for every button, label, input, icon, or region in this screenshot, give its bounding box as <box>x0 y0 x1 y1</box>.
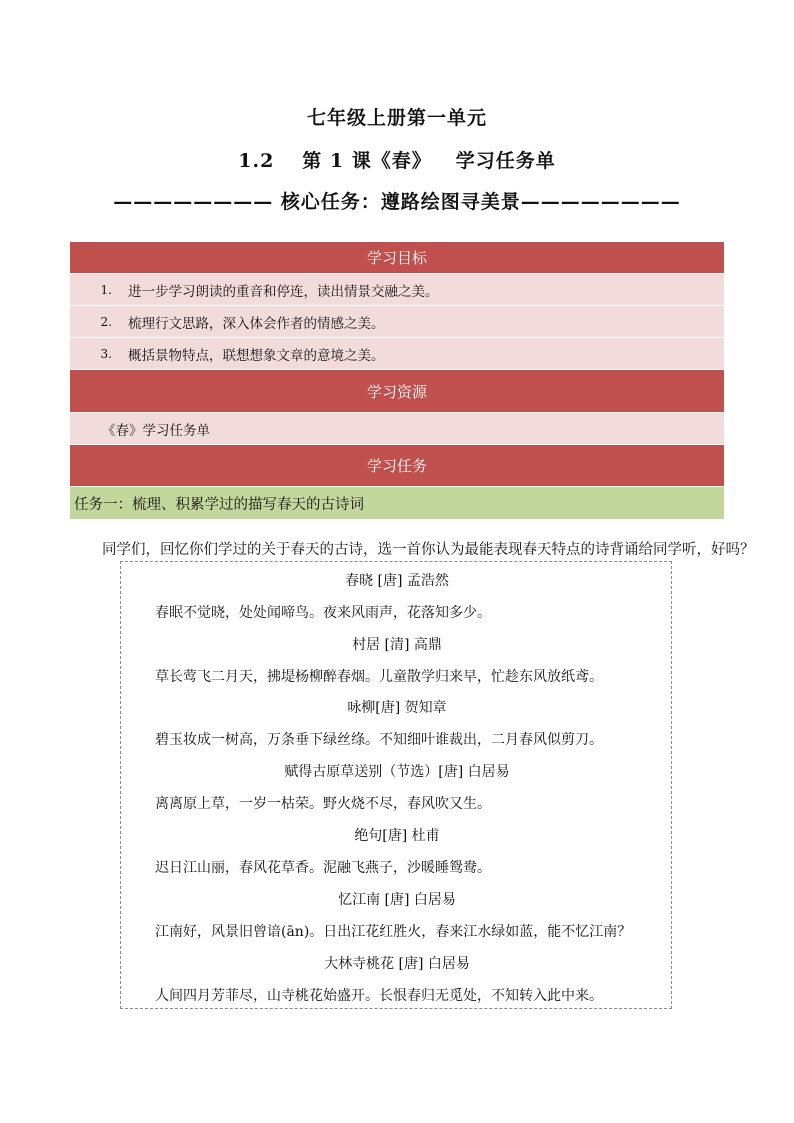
poem-text: 迟日江山丽，春风花草香。泥融飞燕子，沙暖睡鸳鸯。 <box>155 860 491 876</box>
lesson-name: 第 1 课《春》 <box>302 150 432 172</box>
task-table <box>70 242 724 519</box>
poem-text: 人间四月芳菲尽，山寺桃花始盛开。长恨春归无觅处，不知转入此中来。 <box>155 988 603 1004</box>
goal-number: 1. <box>100 282 112 297</box>
poem-title: 忆江南 [唐] 白居易 <box>338 892 456 908</box>
poem-text: 离离原上草，一岁一枯荣。野火烧不尽，春风吹又生。 <box>155 796 491 812</box>
poem-text: 碧玉妆成一树高，万条垂下绿丝绦。不知细叶谁裁出，二月春风似剪刀。 <box>155 732 603 748</box>
goal-text: 梳理行文思路，深入体会作者的情感之美。 <box>128 315 385 332</box>
intro-text: 同学们，回忆你们学过的关于春天的古诗，选一首你认为最能表现春天特点的诗背诵给同学听，好吗？ <box>102 542 755 558</box>
poem-title: 村居 [清] 高鼎 <box>352 637 442 653</box>
poem-title: 绝句[唐] 杜甫 <box>354 828 440 844</box>
tasks-heading: 学习任务 <box>70 445 724 487</box>
goal-number: 2. <box>100 314 112 329</box>
poem-text: 草长莺飞二月天，拂堤杨柳醉春烟。儿童散学归来早，忙趁东风放纸鸢。 <box>155 669 603 685</box>
poem-text: 江南好，风景旧曾谙(ān)。日出江花红胜火，春来江水绿如蓝，能不忆江南？ <box>155 924 632 940</box>
resources-heading: 学习资源 <box>70 370 724 413</box>
goal-item <box>70 274 724 306</box>
poem-box <box>120 561 672 1009</box>
goal-number: 3. <box>100 346 112 361</box>
lesson-number: 1.2 <box>238 150 275 172</box>
lesson-title <box>0 146 794 173</box>
goal-item <box>70 306 724 338</box>
poem-title: 赋得古原草送别（节选）[唐] 白居易 <box>284 764 510 780</box>
goal-text: 概括景物特点，联想想象文章的意境之美。 <box>128 347 385 364</box>
core-task-title: ———————— 核心任务：遵路绘图寻美景———————— <box>113 191 681 213</box>
goal-text: 进一步学习朗读的重音和停连，读出情景交融之美。 <box>128 283 439 300</box>
goal-item <box>70 338 724 370</box>
goals-heading: 学习目标 <box>70 242 724 274</box>
poem-title: 大林寺桃花 [唐] 白居易 <box>324 956 470 972</box>
page-title: 七年级上册第一单元 <box>306 107 487 129</box>
lesson-subtitle: 学习任务单 <box>455 150 556 172</box>
poem-text: 春眠不觉晓，处处闻啼鸟。夜来风雨声，花落知多少。 <box>155 605 491 621</box>
task-one-label: 任务一：梳理、积累学过的描写春天的古诗词 <box>70 487 724 519</box>
poem-title: 春晓 [唐] 孟浩然 <box>345 573 449 589</box>
resource-item: 《春》学习任务单 <box>70 413 724 445</box>
poem-title: 咏柳[唐] 贺知章 <box>347 700 447 716</box>
